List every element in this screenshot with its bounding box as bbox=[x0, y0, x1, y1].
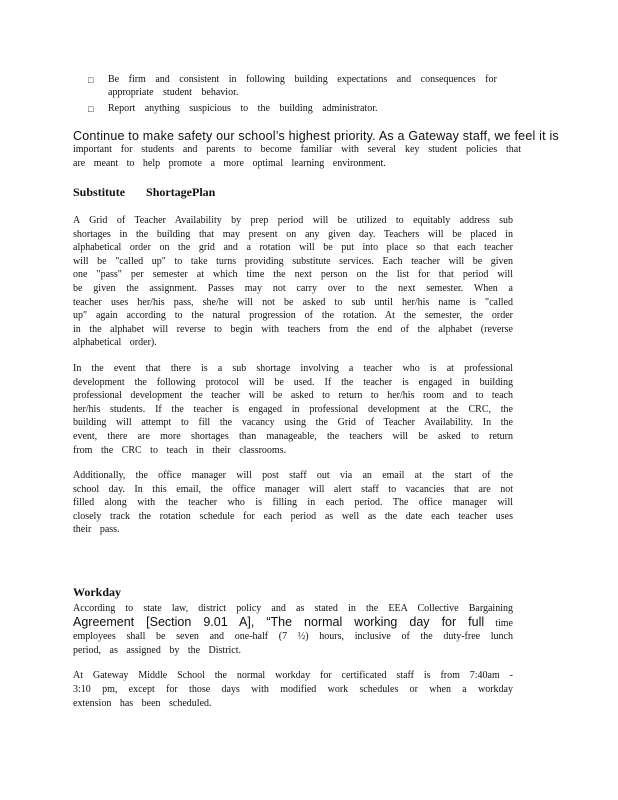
workday-quote: Agreement [Section 9.01 A], “The normal working day for full bbox=[73, 614, 485, 629]
bullet-text: Report anything suspicious to the building administrator. bbox=[108, 103, 378, 114]
bullet-list bbox=[88, 74, 528, 120]
bullet-text: Be firm and consistent in following building expectations and consequences for appropriate student behavior. bbox=[108, 74, 497, 98]
substitute-heading: Substitute ShortagePlan bbox=[73, 185, 216, 199]
workday-section bbox=[73, 585, 513, 722]
checkbox-icon: □ bbox=[88, 75, 94, 85]
substitute-section bbox=[73, 185, 513, 549]
workday-heading: Workday bbox=[73, 585, 122, 599]
safety-body: important for students and parents to become familiar with several key student policies that are meant to help promote a more optimal learning environment. bbox=[73, 144, 521, 169]
safety-paragraph bbox=[73, 129, 573, 170]
bullet-item bbox=[88, 74, 528, 99]
checkbox-icon: □ bbox=[88, 104, 94, 114]
substitute-paragraph: A Grid of Teacher Availability by prep period will be utilized to equitably address sub shortages in the building that may present on any given day. Teachers will be placed in alphabetical order on the grid and a rotation will be put into place so that each teacher will be "called up" to take turns providing substitute services. Each teacher will be given one "pass" per semester at which time the next person on the list for that period will be given the assignment. Passes may not carry over to the next semester. When a teacher uses her/his pass, she/he will not be asked to sub until her/his name is "called up" again according to the natural progression of the rotation. At the semester, the order in the alphabet will reverse to begin with teachers from the end of the alphabet (reverse alphabetical order). bbox=[73, 215, 513, 349]
safety-lead: Continue to make safety our school’s highest priority. As a Gateway staff, we feel it is bbox=[73, 129, 559, 143]
workday-text-end: time employees shall be seven and one-half (7 ½) hours, inclusive of the duty-free lunch period, as assigned by the District. bbox=[73, 617, 513, 656]
workday-text-start: According to state law, district policy and as stated in the EEA Collective Bargaining bbox=[73, 603, 513, 614]
workday-hours-paragraph: At Gateway Middle School the normal workday for certificated staff is from 7:40am - 3:10 pm, except for those days with modified work schedules or when a workday extension has been scheduled. bbox=[73, 670, 513, 709]
substitute-paragraph: In the event that there is a sub shortage involving a teacher who is at professional development the following protocol will be used. If the teacher is engaged in building professional development the teacher will be asked to return to her/his room and to teach her/his students. If the teacher is engaged in professional development at the CRC, the building will attempt to fill the vacancy using the Grid of Teacher Availability. In the event, there are more shortages than manageable, the teachers will be asked to return from the CRC to teach in their classrooms. bbox=[73, 362, 513, 456]
substitute-paragraph: Additionally, the office manager will post staff out via an email at the start of the school day. In this email, the office manager will alert staff to vacancies that are not filled along with the teacher who is filling in each period. The office manager will closely track the rotation schedule for each period as well as the date each teacher uses their pass. bbox=[73, 470, 513, 536]
workday-paragraph bbox=[73, 602, 513, 657]
bullet-item bbox=[88, 103, 528, 116]
